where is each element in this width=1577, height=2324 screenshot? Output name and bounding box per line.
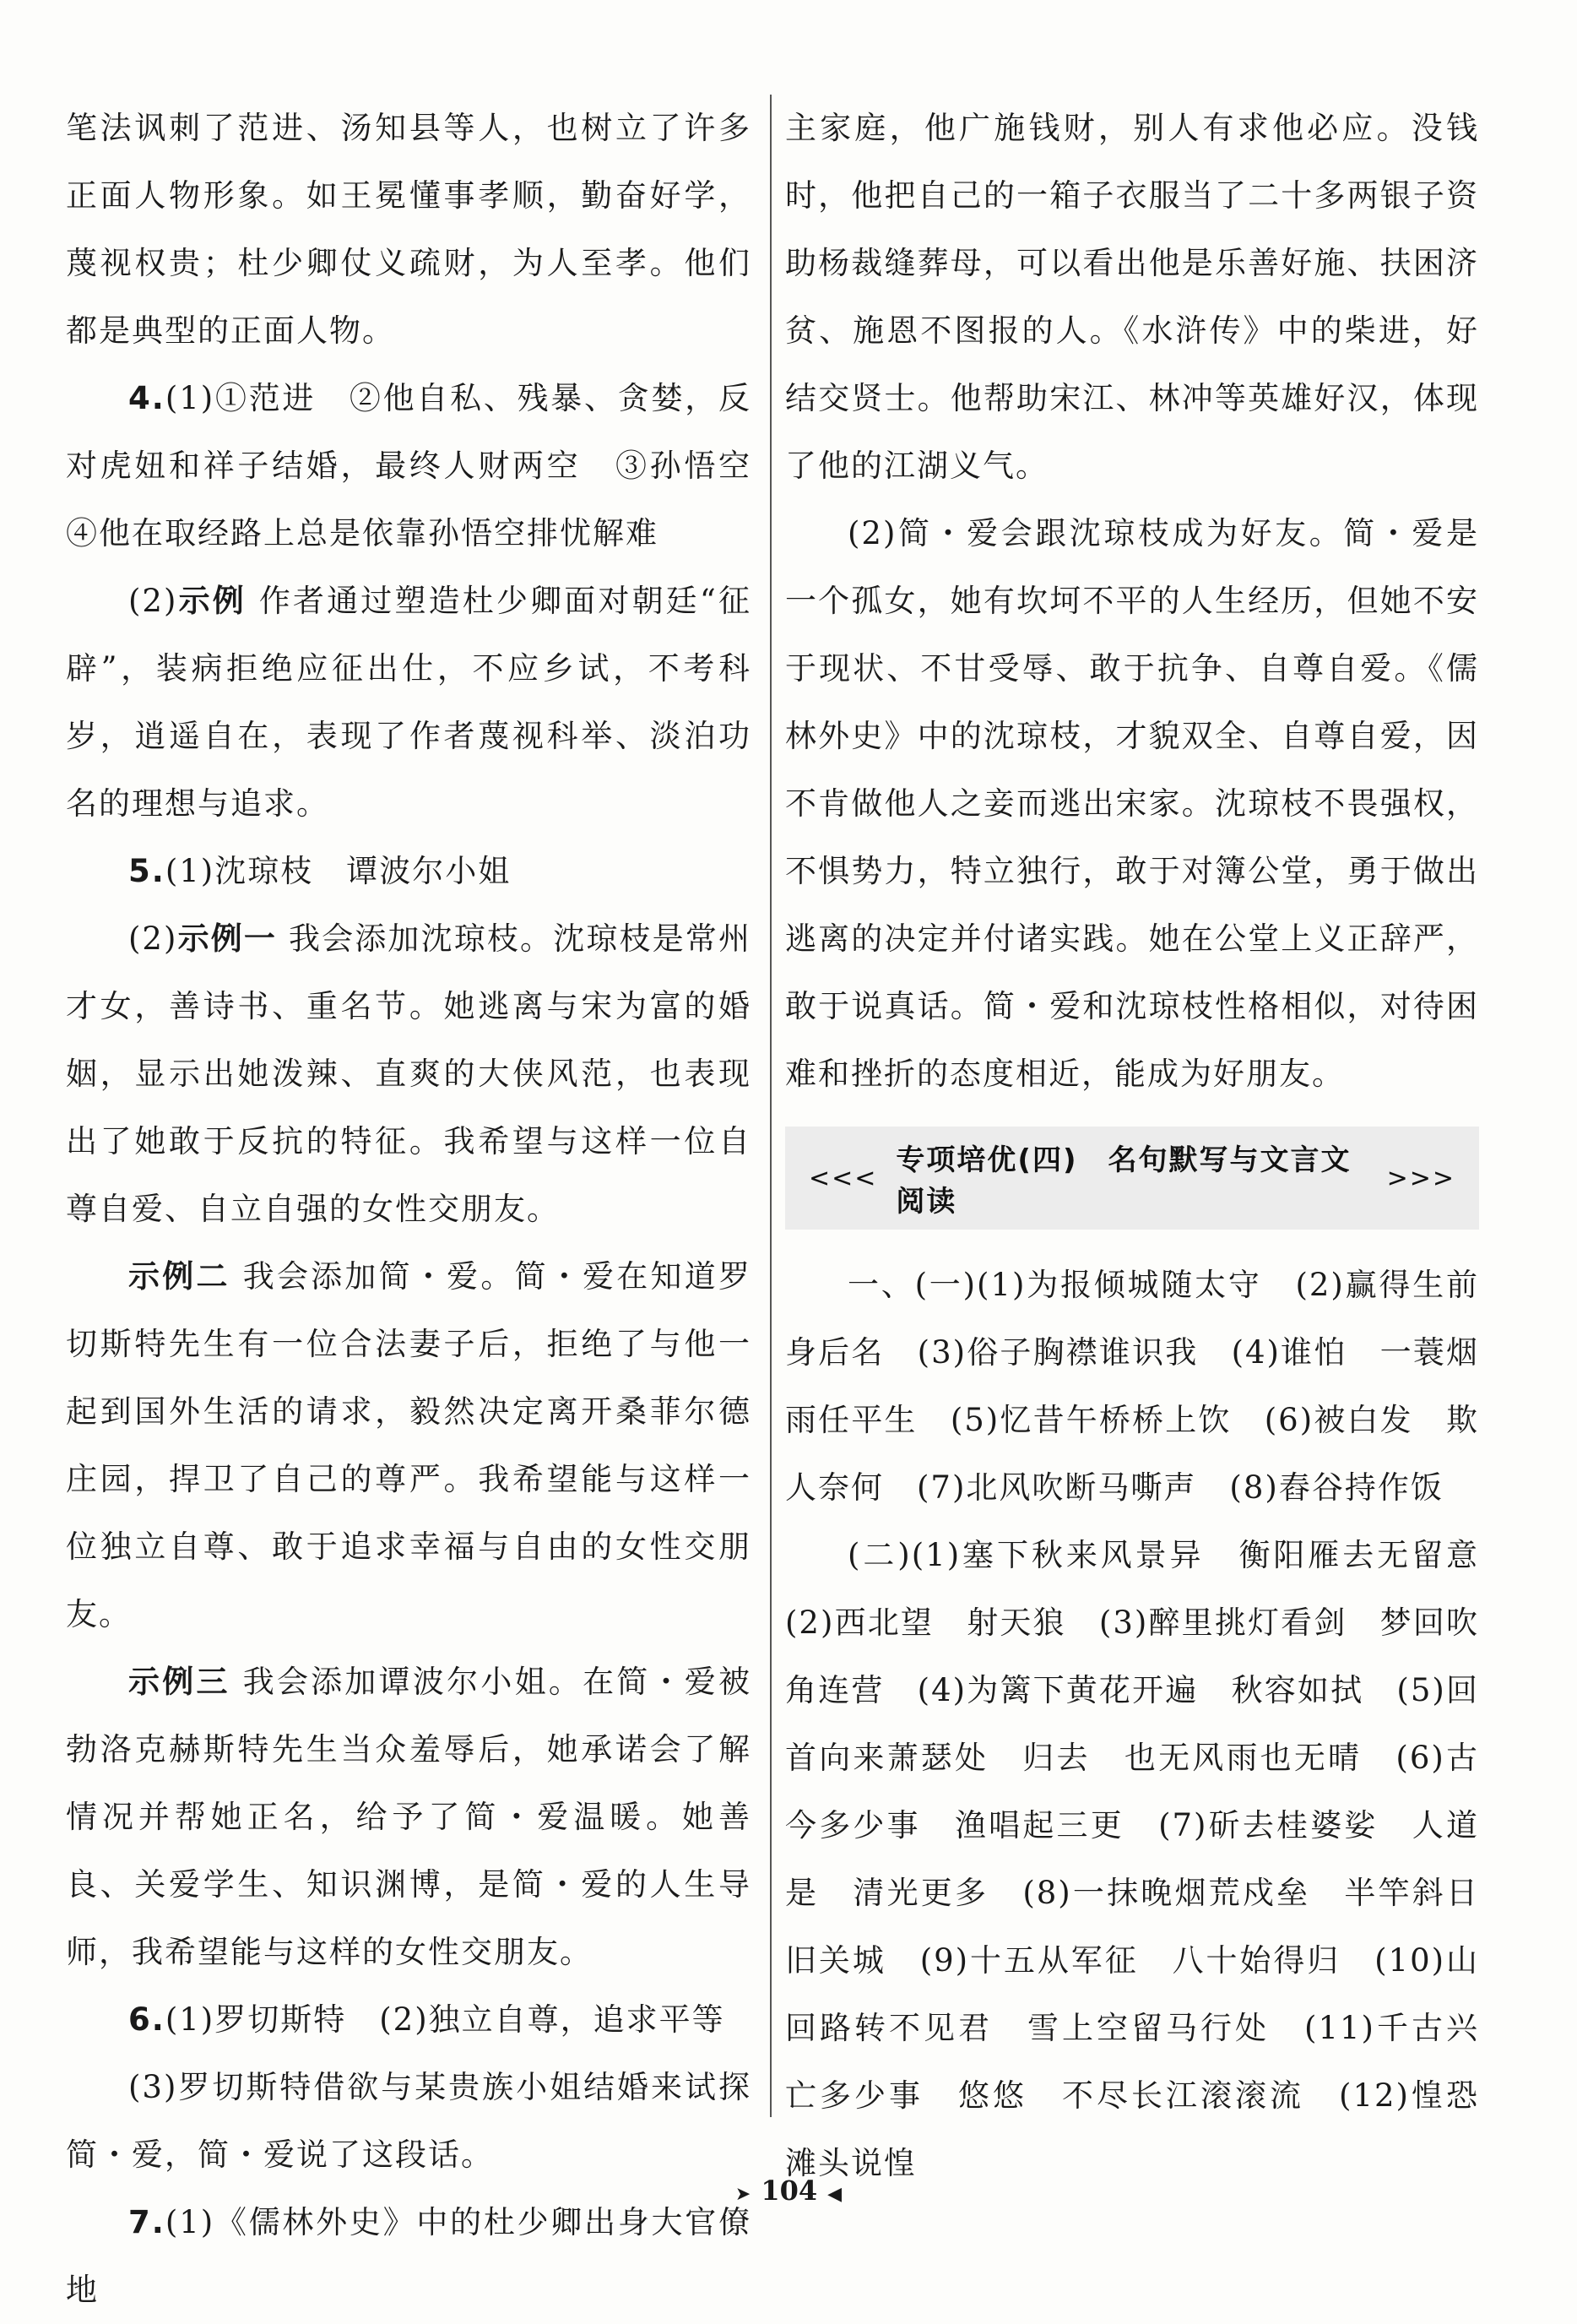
question-number: 4. bbox=[128, 380, 165, 416]
section-header bbox=[785, 1143, 1479, 1219]
example-label: 示例二 bbox=[128, 1258, 230, 1295]
paragraph: 一、(一)(1)为报倾城随太守 (2)赢得生前身后名 (3)俗子胸襟谁识我 (4)谁怕 一蓑烟雨任平生 (5)忆昔午桥桥上饮 (6)被白发 欺人奈何 (7)北风吹断马嘶声 (8)舂谷持作饭 bbox=[785, 1267, 1479, 1506]
paragraph: 主家庭，他广施钱财，别人有求他必应。没钱时，他把自己的一箱子衣服当了二十多两银子资助杨裁缝葬母，可以看出他是乐善好施、扶困济贫、施恩不图报的人。《水浒传》中的柴进，好结交贤士。他帮助宋江、林冲等英雄好汉，体现了他的江湖义气。 bbox=[785, 110, 1479, 484]
page-marker-right-icon: ◀ bbox=[827, 2184, 843, 2205]
example-label: 示例一 bbox=[177, 920, 278, 957]
example-label: 示例 bbox=[177, 583, 247, 619]
paragraph: (2)示例 作者通过塑造杜少卿面对朝廷“征辟”，装病拒绝应征出仕，不应乡试，不考科岁，逍遥自在，表现了作者蔑视科举、淡泊功名的理想与追求。 bbox=[66, 583, 751, 822]
paragraph: 笔法讽刺了范进、汤知县等人，也树立了许多正面人物形象。如王冕懂事孝顺，勤奋好学，蔑视权贵；杜少卿仗义疏财，为人至孝。他们都是典型的正面人物。 bbox=[66, 110, 751, 349]
paragraph: (2)示例一 我会添加沈琼枝。沈琼枝是常州才女，善诗书、重名节。她逃离与宋为富的婚姻，显示出她泼辣、直爽的大侠风范，也表现出了她敢于反抗的特征。我希望与这样一位自尊自爱、自立自强的女性交朋友。 bbox=[66, 920, 751, 1227]
page-number: 104 bbox=[761, 2175, 818, 2207]
left-arrows-icon: <<< bbox=[809, 1163, 878, 1193]
paragraph: 5.(1)沈琼枝 谭波尔小姐 bbox=[128, 853, 512, 889]
question-number: 5. bbox=[128, 853, 165, 889]
paragraph: (2)简・爱会跟沈琼枝成为好友。简・爱是一个孤女，她有坎坷不平的人生经历，但她不安于现状、不甘受辱、敢于抗争、自尊自爱。《儒林外史》中的沈琼枝，才貌双全、自尊自爱，因不肯做他人之妾而逃出宋家。沈琼枝不畏强权，不惧势力，特立独行，敢于对簿公堂，勇于做出逃离的决定并付诸实践。她在公堂上义正辞严，敢于说真话。简・爱和沈琼枝性格相似，对待困难和挫折的态度相近，能成为好朋友。 bbox=[785, 515, 1479, 1092]
example-label: 示例三 bbox=[128, 1664, 230, 1700]
paragraph: 示例二 我会添加简・爱。简・爱在知道罗切斯特先生有一位合法妻子后，拒绝了与他一起到国外生活的请求，毅然决定离开桑菲尔德庄园，捍卫了自己的尊严。我希望能与这样一位独立自尊、敢于追求幸福与自由的女性交朋友。 bbox=[66, 1258, 752, 1632]
right-column bbox=[785, 95, 1512, 2197]
page-footer bbox=[0, 2175, 1577, 2207]
paragraph: 6.(1)罗切斯特 (2)独立自尊，追求平等 bbox=[128, 2001, 725, 2038]
paragraph: 7.(1)《儒林外史》中的杜少卿出身大官僚地 bbox=[66, 2204, 751, 2308]
right-arrows-icon: >>> bbox=[1386, 1163, 1455, 1193]
paragraph: 4.(1)①范进 ②他自私、残暴、贪婪，反对虎妞和祥子结婚，最终人财两空 ③孙悟空 ④他在取经路上总是依靠孙悟空排忧解难 bbox=[66, 380, 784, 551]
paragraph: 示例三 我会添加谭波尔小姐。在简・爱被勃洛克赫斯特先生当众羞辱后，她承诺会了解情况并帮她正名，给予了简・爱温暖。她善良、关爱学生、知识渊博，是简・爱的人生导师，我希望能与这样的女性交朋友。 bbox=[66, 1664, 752, 1970]
left-column bbox=[66, 95, 784, 2324]
paragraph: (二)(1)塞下秋来风景异 衡阳雁去无留意 (2)西北望 射天狼 (3)醉里挑灯看剑 梦回吹角连营 (4)为篱下黄花开遍 秋容如拭 (5)回首向来萧瑟处 归去 也无风雨也无晴 (6)古今多少事 渔唱起三更 (7)斫去桂婆娑 人道是 清光更多 (8)一抹晚烟荒戍垒 半竿斜日旧关城 (9)十五从军征 八十始得归 (10)山回路转不见君 雪上空留马行处 (11)千古兴亡多少事 悠悠 不尽长江滚滚流 (12)惶恐滩头说惶 bbox=[785, 1537, 1512, 2181]
question-number: 6. bbox=[128, 2001, 165, 2038]
column-divider bbox=[770, 95, 772, 2117]
section-title: 专项培优(四) 名句默写与文言文阅读 bbox=[896, 1143, 1352, 1219]
page-marker-left-icon: ➤ bbox=[734, 2184, 751, 2205]
section-header-bar bbox=[785, 1127, 1479, 1230]
question-number: 7. bbox=[128, 2204, 165, 2240]
paragraph: (3)罗切斯特借欲与某贵族小姐结婚来试探简・爱，简・爱说了这段话。 bbox=[66, 2069, 751, 2173]
